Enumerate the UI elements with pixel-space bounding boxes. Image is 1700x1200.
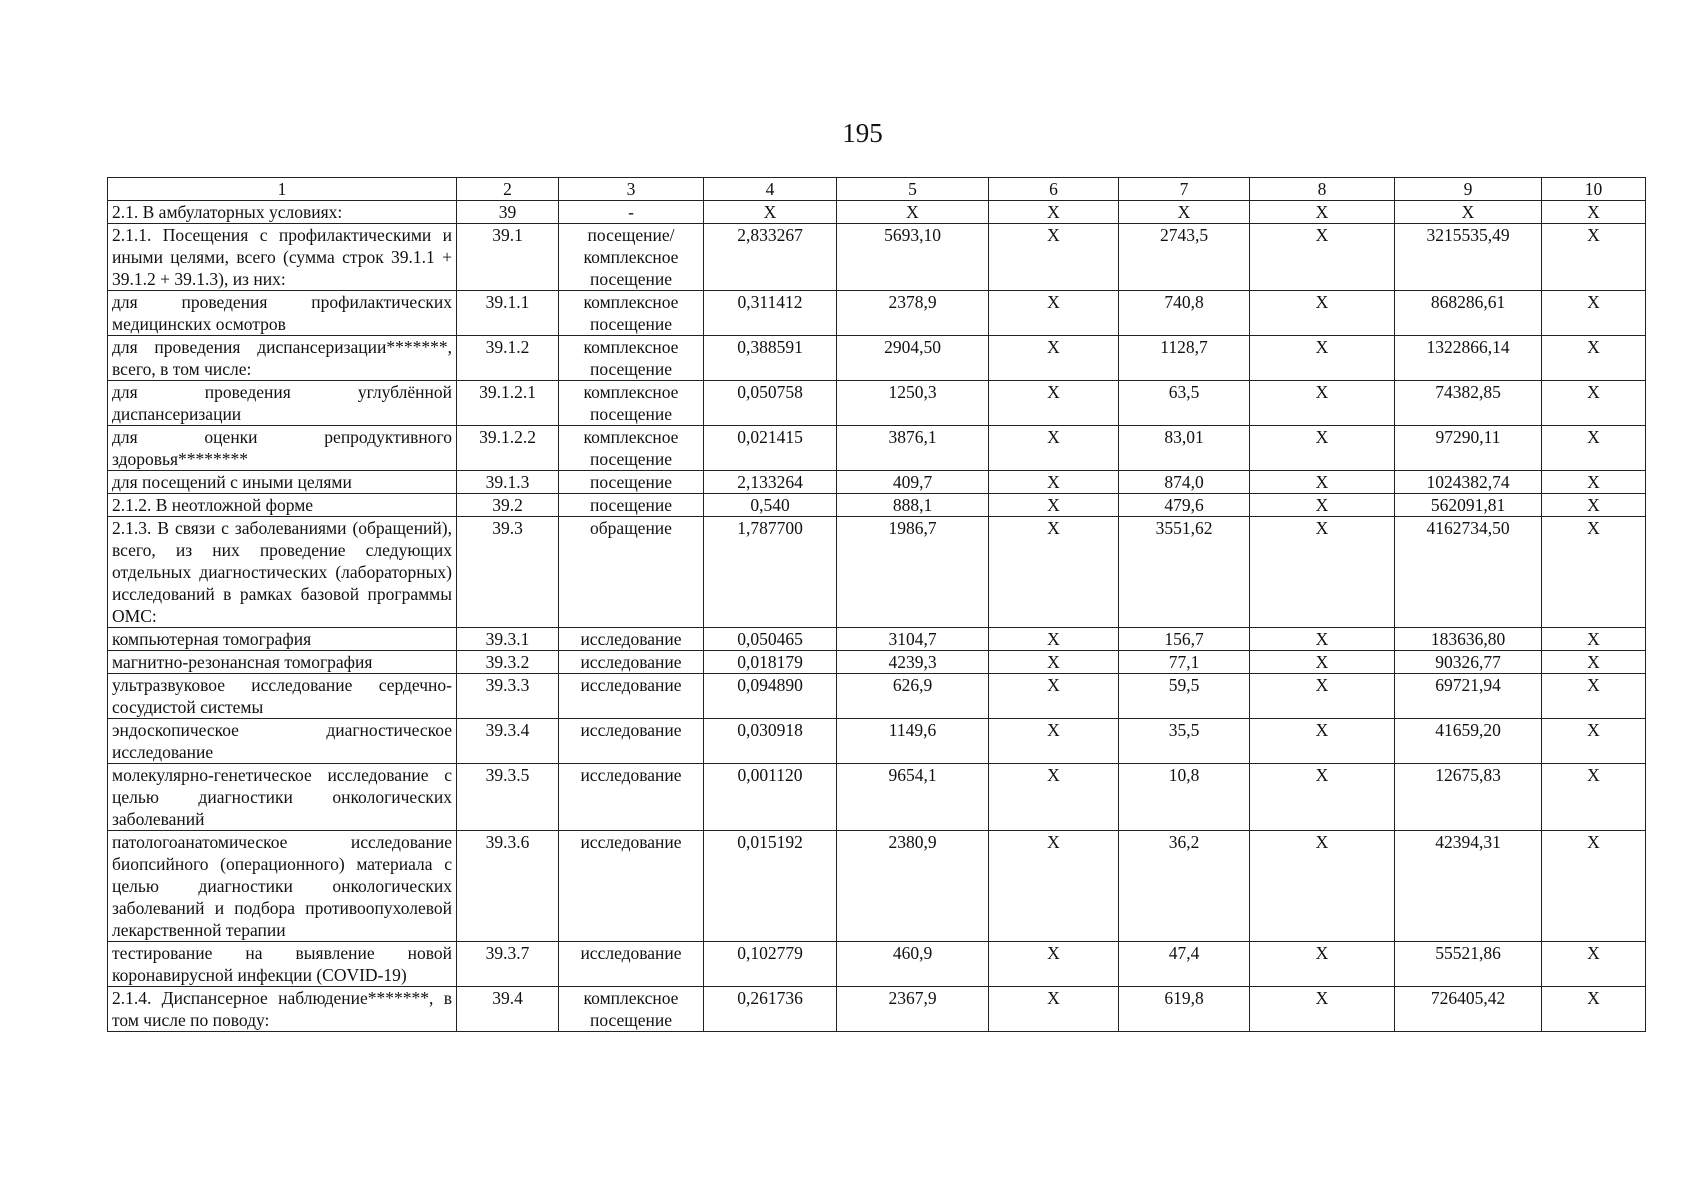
row-value-4: 0,261736 xyxy=(704,987,837,1032)
row-value-4: 0,001120 xyxy=(704,764,837,831)
row-code: 39.3.3 xyxy=(457,674,559,719)
row-description: эндоскопическое диагностическое исследование xyxy=(108,719,457,764)
row-value-7: 47,4 xyxy=(1119,942,1250,987)
row-value-10: Х xyxy=(1542,719,1646,764)
table-row xyxy=(108,291,1646,336)
row-value-4: 0,540 xyxy=(704,494,837,517)
column-header: 3 xyxy=(559,178,704,201)
row-value-5: 888,1 xyxy=(837,494,989,517)
column-header: 6 xyxy=(989,178,1119,201)
row-value-10: Х xyxy=(1542,628,1646,651)
row-unit: обращение xyxy=(559,517,704,628)
row-value-10: Х xyxy=(1542,426,1646,471)
row-unit: исследование xyxy=(559,764,704,831)
row-code: 39.2 xyxy=(457,494,559,517)
row-code: 39.3.6 xyxy=(457,831,559,942)
column-header: 8 xyxy=(1250,178,1395,201)
table-row xyxy=(108,336,1646,381)
column-header: 9 xyxy=(1395,178,1542,201)
row-code: 39.3.2 xyxy=(457,651,559,674)
row-value-8: Х xyxy=(1250,719,1395,764)
row-value-6: Х xyxy=(989,291,1119,336)
row-value-10: Х xyxy=(1542,764,1646,831)
row-description: 2.1.3. В связи с заболеваниями (обращений), всего, из них проведение следующих отдельных диагностических (лабораторных) исследований в рамках базовой программы ОМС: xyxy=(108,517,457,628)
row-value-7: 479,6 xyxy=(1119,494,1250,517)
row-code: 39.3 xyxy=(457,517,559,628)
row-value-6: Х xyxy=(989,764,1119,831)
row-description: ультразвуковое исследование сердечно-сосудистой системы xyxy=(108,674,457,719)
row-value-7: 63,5 xyxy=(1119,381,1250,426)
row-value-8: Х xyxy=(1250,651,1395,674)
row-value-8: Х xyxy=(1250,987,1395,1032)
row-value-5: 9654,1 xyxy=(837,764,989,831)
row-value-7: 83,01 xyxy=(1119,426,1250,471)
row-value-7: 59,5 xyxy=(1119,674,1250,719)
row-value-5: 5693,10 xyxy=(837,224,989,291)
table-row xyxy=(108,426,1646,471)
row-value-8: Х xyxy=(1250,336,1395,381)
row-value-6: Х xyxy=(989,201,1119,224)
row-code: 39.1.2.1 xyxy=(457,381,559,426)
table-row xyxy=(108,224,1646,291)
row-description: для проведения углублённой диспансеризации xyxy=(108,381,457,426)
table-row xyxy=(108,517,1646,628)
row-value-6: Х xyxy=(989,471,1119,494)
row-value-10: Х xyxy=(1542,517,1646,628)
row-description: для посещений с иными целями xyxy=(108,471,457,494)
row-description: 2.1.2. В неотложной форме xyxy=(108,494,457,517)
row-value-6: Х xyxy=(989,494,1119,517)
row-description: для проведения профилактических медицинских осмотров xyxy=(108,291,457,336)
row-value-4: 0,311412 xyxy=(704,291,837,336)
row-value-6: Х xyxy=(989,987,1119,1032)
row-code: 39 xyxy=(457,201,559,224)
row-value-10: Х xyxy=(1542,942,1646,987)
table-row xyxy=(108,628,1646,651)
row-value-9: 1322866,14 xyxy=(1395,336,1542,381)
row-value-6: Х xyxy=(989,719,1119,764)
row-unit: исследование xyxy=(559,628,704,651)
table-row xyxy=(108,201,1646,224)
row-value-4: 0,388591 xyxy=(704,336,837,381)
row-value-9: 42394,31 xyxy=(1395,831,1542,942)
row-value-8: Х xyxy=(1250,517,1395,628)
column-header: 7 xyxy=(1119,178,1250,201)
row-value-7: 874,0 xyxy=(1119,471,1250,494)
row-value-8: Х xyxy=(1250,494,1395,517)
row-code: 39.1.2.2 xyxy=(457,426,559,471)
row-value-10: Х xyxy=(1542,291,1646,336)
row-value-10: Х xyxy=(1542,494,1646,517)
table-row xyxy=(108,764,1646,831)
row-value-9: 1024382,74 xyxy=(1395,471,1542,494)
row-unit: комплексное посещение xyxy=(559,426,704,471)
row-value-8: Х xyxy=(1250,628,1395,651)
row-value-5: 409,7 xyxy=(837,471,989,494)
row-code: 39.3.7 xyxy=(457,942,559,987)
row-value-8: Х xyxy=(1250,224,1395,291)
row-value-5: Х xyxy=(837,201,989,224)
row-value-9: 3215535,49 xyxy=(1395,224,1542,291)
row-value-5: 2378,9 xyxy=(837,291,989,336)
row-value-8: Х xyxy=(1250,426,1395,471)
row-value-9: 183636,80 xyxy=(1395,628,1542,651)
row-value-7: 10,8 xyxy=(1119,764,1250,831)
row-value-5: 2367,9 xyxy=(837,987,989,1032)
row-description: для проведения диспансеризации*******, всего, в том числе: xyxy=(108,336,457,381)
row-value-5: 626,9 xyxy=(837,674,989,719)
row-value-4: 0,102779 xyxy=(704,942,837,987)
row-value-9: 12675,83 xyxy=(1395,764,1542,831)
table-row xyxy=(108,987,1646,1032)
page-number: 195 xyxy=(842,118,883,148)
row-value-5: 4239,3 xyxy=(837,651,989,674)
row-value-6: Х xyxy=(989,381,1119,426)
table-row xyxy=(108,651,1646,674)
row-value-4: 0,030918 xyxy=(704,719,837,764)
data-table xyxy=(107,177,1646,1032)
row-code: 39.1.1 xyxy=(457,291,559,336)
row-value-5: 1986,7 xyxy=(837,517,989,628)
row-description: 2.1. В амбулаторных условиях: xyxy=(108,201,457,224)
row-value-7: 156,7 xyxy=(1119,628,1250,651)
row-value-9: 90326,77 xyxy=(1395,651,1542,674)
row-value-4: Х xyxy=(704,201,837,224)
row-value-10: Х xyxy=(1542,651,1646,674)
row-value-4: 0,021415 xyxy=(704,426,837,471)
row-value-10: Х xyxy=(1542,201,1646,224)
row-code: 39.4 xyxy=(457,987,559,1032)
row-value-9: 97290,11 xyxy=(1395,426,1542,471)
row-value-6: Х xyxy=(989,628,1119,651)
row-value-10: Х xyxy=(1542,224,1646,291)
row-value-8: Х xyxy=(1250,471,1395,494)
row-value-4: 0,018179 xyxy=(704,651,837,674)
row-value-8: Х xyxy=(1250,764,1395,831)
row-value-10: Х xyxy=(1542,381,1646,426)
row-value-5: 3876,1 xyxy=(837,426,989,471)
table-row xyxy=(108,831,1646,942)
row-value-5: 2904,50 xyxy=(837,336,989,381)
table-row xyxy=(108,494,1646,517)
table-row xyxy=(108,471,1646,494)
row-unit: посещение xyxy=(559,471,704,494)
row-value-10: Х xyxy=(1542,831,1646,942)
row-value-5: 1149,6 xyxy=(837,719,989,764)
row-value-4: 0,094890 xyxy=(704,674,837,719)
row-value-9: 41659,20 xyxy=(1395,719,1542,764)
column-number-row xyxy=(108,178,1646,201)
row-value-5: 1250,3 xyxy=(837,381,989,426)
row-unit: исследование xyxy=(559,831,704,942)
row-value-4: 0,050758 xyxy=(704,381,837,426)
column-header: 2 xyxy=(457,178,559,201)
row-code: 39.1.3 xyxy=(457,471,559,494)
row-value-4: 2,833267 xyxy=(704,224,837,291)
row-value-8: Х xyxy=(1250,942,1395,987)
row-value-9: Х xyxy=(1395,201,1542,224)
row-value-7: 35,5 xyxy=(1119,719,1250,764)
row-value-10: Х xyxy=(1542,674,1646,719)
row-value-6: Х xyxy=(989,674,1119,719)
row-value-8: Х xyxy=(1250,831,1395,942)
table-body xyxy=(108,201,1646,1032)
row-value-6: Х xyxy=(989,831,1119,942)
row-value-6: Х xyxy=(989,224,1119,291)
row-value-6: Х xyxy=(989,517,1119,628)
row-code: 39.3.1 xyxy=(457,628,559,651)
row-value-10: Х xyxy=(1542,471,1646,494)
row-description: тестирование на выявление новой коронавирусной инфекции (COVID-19) xyxy=(108,942,457,987)
row-value-8: Х xyxy=(1250,291,1395,336)
row-value-8: Х xyxy=(1250,674,1395,719)
row-unit: исследование xyxy=(559,942,704,987)
row-value-7: 619,8 xyxy=(1119,987,1250,1032)
row-code: 39.1.2 xyxy=(457,336,559,381)
row-unit: комплексное посещение xyxy=(559,336,704,381)
row-value-6: Х xyxy=(989,336,1119,381)
column-header: 10 xyxy=(1542,178,1646,201)
row-code: 39.3.4 xyxy=(457,719,559,764)
row-value-5: 460,9 xyxy=(837,942,989,987)
row-value-4: 1,787700 xyxy=(704,517,837,628)
row-description: магнитно-резонансная томография xyxy=(108,651,457,674)
row-description: 2.1.1. Посещения с профилактическими и иными целями, всего (сумма строк 39.1.1 + 39.1.2 + 39.1.3), из них: xyxy=(108,224,457,291)
row-value-6: Х xyxy=(989,651,1119,674)
row-value-7: 77,1 xyxy=(1119,651,1250,674)
row-value-10: Х xyxy=(1542,987,1646,1032)
row-value-7: 3551,62 xyxy=(1119,517,1250,628)
table-row xyxy=(108,719,1646,764)
row-value-9: 55521,86 xyxy=(1395,942,1542,987)
table-row xyxy=(108,674,1646,719)
column-header: 1 xyxy=(108,178,457,201)
row-value-4: 2,133264 xyxy=(704,471,837,494)
row-value-8: Х xyxy=(1250,201,1395,224)
row-value-6: Х xyxy=(989,426,1119,471)
row-unit: комплексное посещение xyxy=(559,987,704,1032)
row-value-5: 2380,9 xyxy=(837,831,989,942)
row-value-10: Х xyxy=(1542,336,1646,381)
row-unit: посещение xyxy=(559,494,704,517)
row-value-5: 3104,7 xyxy=(837,628,989,651)
row-value-9: 868286,61 xyxy=(1395,291,1542,336)
table-row xyxy=(108,381,1646,426)
column-header: 4 xyxy=(704,178,837,201)
row-value-9: 562091,81 xyxy=(1395,494,1542,517)
row-value-9: 69721,94 xyxy=(1395,674,1542,719)
column-header: 5 xyxy=(837,178,989,201)
row-value-6: Х xyxy=(989,942,1119,987)
row-value-4: 0,050465 xyxy=(704,628,837,651)
row-description: 2.1.4. Диспансерное наблюдение*******, в том числе по поводу: xyxy=(108,987,457,1032)
row-description: молекулярно-генетическое исследование с целью диагностики онкологических заболеваний xyxy=(108,764,457,831)
row-unit: исследование xyxy=(559,674,704,719)
row-unit: исследование xyxy=(559,651,704,674)
row-code: 39.3.5 xyxy=(457,764,559,831)
row-description: патологоанатомическое исследование биопсийного (операционного) материала с целью диагностики онкологических заболеваний и подбора противоопухолевой лекарственной терапии xyxy=(108,831,457,942)
row-value-7: 36,2 xyxy=(1119,831,1250,942)
row-value-7: Х xyxy=(1119,201,1250,224)
row-value-7: 1128,7 xyxy=(1119,336,1250,381)
row-value-9: 4162734,50 xyxy=(1395,517,1542,628)
row-unit: комплексное посещение xyxy=(559,381,704,426)
row-unit: посещение/ комплексное посещение xyxy=(559,224,704,291)
row-unit: - xyxy=(559,201,704,224)
row-value-4: 0,015192 xyxy=(704,831,837,942)
row-unit: исследование xyxy=(559,719,704,764)
table-row xyxy=(108,942,1646,987)
row-value-9: 74382,85 xyxy=(1395,381,1542,426)
row-value-7: 740,8 xyxy=(1119,291,1250,336)
row-unit: комплексное посещение xyxy=(559,291,704,336)
row-value-7: 2743,5 xyxy=(1119,224,1250,291)
row-description: для оценки репродуктивного здоровья******** xyxy=(108,426,457,471)
row-value-9: 726405,42 xyxy=(1395,987,1542,1032)
row-value-8: Х xyxy=(1250,381,1395,426)
row-description: компьютерная томография xyxy=(108,628,457,651)
row-code: 39.1 xyxy=(457,224,559,291)
